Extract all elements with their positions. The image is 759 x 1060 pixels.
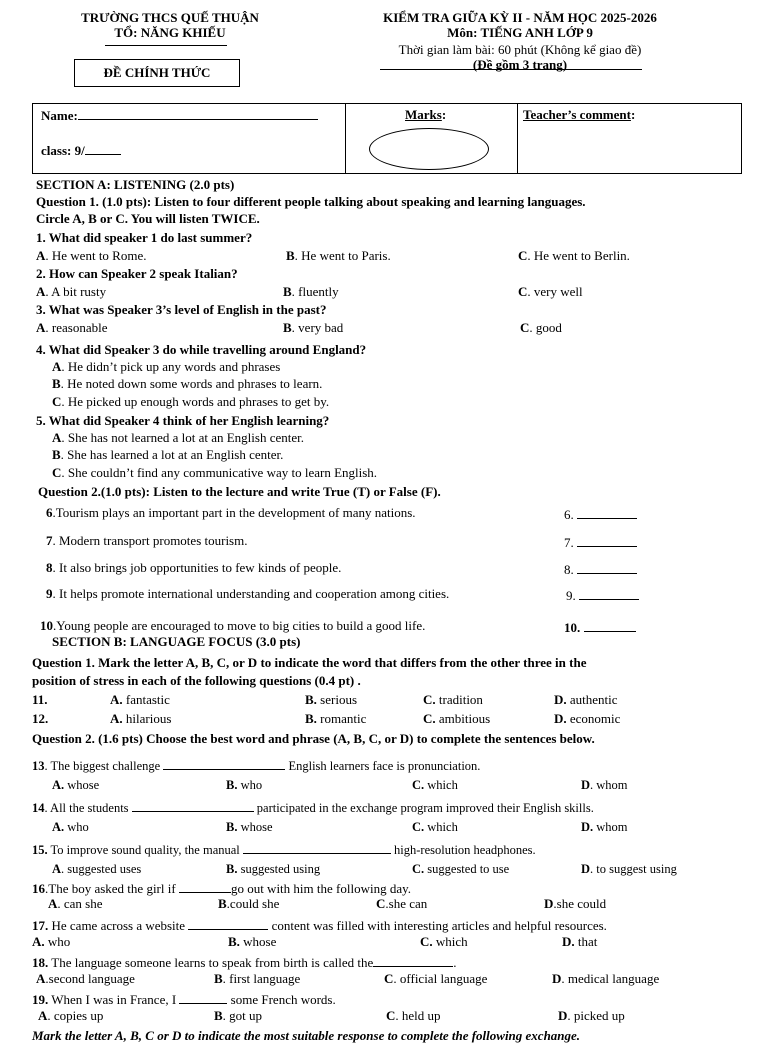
option-text: serious xyxy=(316,692,358,707)
question-12-number: 12. xyxy=(32,711,49,726)
section-a-q1-line2: Circle A, B or C. You will listen TWICE. xyxy=(36,211,260,226)
option-letter: B xyxy=(52,376,61,391)
question-number: 16 xyxy=(32,881,45,896)
tf-statement-7 xyxy=(46,533,247,549)
question-18 xyxy=(32,953,457,971)
q14-option-a[interactable] xyxy=(52,819,89,835)
section-b-q1-line1: Question 1. Mark the letter A, B, C, or D to indicate the word that differs from the other three in the xyxy=(32,655,587,670)
question-text-after: high-resolution headphones. xyxy=(390,843,536,857)
q14-option-d[interactable] xyxy=(581,819,628,835)
option-text: whose xyxy=(239,934,277,949)
exam-duration: Thời gian làm bài: 60 phút (Không kể giao đề) xyxy=(398,42,642,57)
answer-blank[interactable] xyxy=(579,586,639,600)
q18-option-b[interactable] xyxy=(214,971,300,987)
answer-blank[interactable] xyxy=(132,798,254,812)
answer-number: 8. xyxy=(564,562,574,577)
answer-blank[interactable] xyxy=(584,618,636,632)
option-text: whom xyxy=(593,820,628,834)
department-name: TỔ: NĂNG KHIẾU xyxy=(114,25,226,40)
q17-option-d[interactable] xyxy=(562,934,597,950)
marks-label: Marks xyxy=(405,107,442,122)
option-letter: B xyxy=(283,284,292,299)
option-text: fantastic xyxy=(122,692,170,707)
question-text-after: . xyxy=(453,955,457,970)
option-letter: A xyxy=(52,430,62,445)
q4-option-b[interactable] xyxy=(52,376,322,392)
q2-option-b[interactable] xyxy=(283,284,339,300)
option-letter: A xyxy=(36,284,46,299)
option-text: tradition xyxy=(435,692,483,707)
comment-colon: : xyxy=(630,107,636,122)
question-text-after: English learners face is pronunciation. xyxy=(285,759,481,773)
tf-statement-9 xyxy=(46,586,449,602)
answer-blank[interactable] xyxy=(577,560,637,574)
question-number: 17. xyxy=(32,918,49,933)
option-text: . He didn’t pick up any words and phrases xyxy=(61,359,281,374)
answer-number: 9. xyxy=(566,588,576,603)
option-letter: C xyxy=(376,896,386,911)
option-text: .could she xyxy=(226,896,280,911)
q4-option-a[interactable] xyxy=(52,359,280,375)
option-letter: D xyxy=(544,896,554,911)
page-count: (Đề gồm 3 trang) xyxy=(472,57,568,72)
question-5: 5. What did Speaker 4 think of her English learning? xyxy=(36,413,330,428)
school-name: TRƯỜNG THCS QUẾ THUẬN xyxy=(81,10,259,25)
option-text: . can she xyxy=(57,896,103,911)
option-letter: C xyxy=(52,465,62,480)
option-letter: D xyxy=(558,1008,568,1023)
exam-subject: Môn: TIẾNG ANH LỚP 9 xyxy=(447,25,593,40)
answer-blank[interactable] xyxy=(179,879,231,893)
question-13 xyxy=(32,756,480,774)
q11-option-c[interactable] xyxy=(423,692,483,708)
comment-label: Teacher’s comment xyxy=(523,107,631,122)
q19-option-b[interactable] xyxy=(214,1008,262,1024)
exchange-instruction: Mark the letter A, B, C or D to indicate the most suitable response to complete the following exchange. xyxy=(32,1028,581,1043)
q11-option-b[interactable] xyxy=(305,692,357,708)
section-a-q1-line1: Question 1. (1.0 pts): Listen to four different people talking about speaking and learning languages. xyxy=(36,194,586,209)
section-b-q2-title: Question 2. (1.6 pts) Choose the best word and phrase (A, B, C, or D) to complete the sentences below. xyxy=(32,731,595,746)
option-letter: C xyxy=(520,320,530,335)
option-text: . whom xyxy=(590,778,628,792)
option-letter: D. xyxy=(554,692,567,707)
question-1: 1. What did speaker 1 do last summer? xyxy=(36,230,253,245)
option-letter: C. xyxy=(412,778,425,792)
q18-option-a[interactable] xyxy=(36,971,135,987)
q16-option-d[interactable] xyxy=(544,896,606,912)
section-b-title: SECTION B: LANGUAGE FOCUS (3.0 pts) xyxy=(52,634,301,649)
q5-option-a[interactable] xyxy=(52,430,304,446)
question-4: 4. What did Speaker 3 do while travelling around England? xyxy=(36,342,367,357)
statement-text: .Young people are encouraged to move to big cities to build a good life. xyxy=(53,618,426,633)
q19-option-a[interactable] xyxy=(38,1008,103,1024)
option-text: . official language xyxy=(393,971,488,986)
question-number: 13 xyxy=(32,759,45,773)
option-text: whose xyxy=(237,820,273,834)
option-letter: A. xyxy=(110,692,123,707)
q13-option-a[interactable] xyxy=(52,777,99,793)
question-text-before: He came across a website xyxy=(48,918,189,933)
q19-option-d[interactable] xyxy=(558,1008,625,1024)
option-letter: C. xyxy=(423,692,436,707)
option-letter: A xyxy=(36,971,46,986)
class-blank[interactable] xyxy=(85,142,121,155)
answer-blank[interactable] xyxy=(188,916,268,930)
option-text: which xyxy=(432,934,468,949)
option-letter: A xyxy=(52,359,62,374)
option-text: .she could xyxy=(553,896,607,911)
question-19 xyxy=(32,990,336,1008)
option-text: . She couldn’t find any communicative way to learn English. xyxy=(61,465,378,480)
q16-option-b[interactable] xyxy=(218,896,279,912)
q1-option-b[interactable] xyxy=(286,248,391,264)
q13-option-b[interactable] xyxy=(226,777,262,793)
option-letter: A. xyxy=(32,934,45,949)
option-text: . medical language xyxy=(561,971,660,986)
answer-number: 6. xyxy=(564,507,574,522)
option-letter: A xyxy=(38,1008,48,1023)
q17-option-b[interactable] xyxy=(228,934,276,950)
q1-option-c[interactable] xyxy=(518,248,630,264)
option-letter: C xyxy=(384,971,394,986)
question-text-before: The language someone learns to speak from birth is called the xyxy=(48,955,374,970)
question-17 xyxy=(32,916,607,934)
statement-number: 7 xyxy=(46,533,53,548)
q3-option-a[interactable] xyxy=(36,320,107,336)
question-text-before: When I was in France, I xyxy=(48,992,180,1007)
q12-option-b[interactable] xyxy=(305,711,366,727)
option-text: . A bit rusty xyxy=(45,284,107,299)
question-16 xyxy=(32,879,411,897)
option-text: . He picked up enough words and phrases to get by. xyxy=(61,394,330,409)
question-3: 3. What was Speaker 3’s level of English in the past? xyxy=(36,302,327,317)
option-text: .she can xyxy=(385,896,428,911)
q15-option-c[interactable] xyxy=(412,861,509,877)
option-letter: D. xyxy=(581,820,594,834)
tf-statement-10 xyxy=(40,618,425,634)
option-text: . reasonable xyxy=(45,320,108,335)
option-letter: B xyxy=(218,896,227,911)
q19-option-c[interactable] xyxy=(386,1008,441,1024)
marks-colon: : xyxy=(441,107,447,122)
option-letter: C xyxy=(386,1008,396,1023)
option-letter: A. xyxy=(52,820,65,834)
q11-option-d[interactable] xyxy=(554,692,618,708)
header-divider xyxy=(105,45,227,46)
option-letter: C xyxy=(52,394,62,409)
section-b-q1-line2: position of stress in each of the following questions (0.4 pt) . xyxy=(32,673,361,688)
official-exam-label: ĐỀ CHÍNH THỨC xyxy=(74,59,240,87)
question-number: 14 xyxy=(32,801,45,815)
comment-cell[interactable] xyxy=(517,104,741,173)
tf-statement-6 xyxy=(46,505,416,521)
option-letter: A. xyxy=(52,778,65,792)
statement-number: 8 xyxy=(46,560,53,575)
answer-blank[interactable] xyxy=(243,840,391,854)
answer-blank[interactable] xyxy=(163,756,285,770)
option-letter: C. xyxy=(423,711,436,726)
question-number: 18. xyxy=(32,955,49,970)
class-label: class: 9/ xyxy=(41,143,85,158)
q12-option-d[interactable] xyxy=(554,711,620,727)
option-letter: C. xyxy=(412,862,425,876)
q14-option-b[interactable] xyxy=(226,819,273,835)
answer-blank[interactable] xyxy=(373,953,453,967)
tf-statement-8 xyxy=(46,560,341,576)
option-text: who xyxy=(237,778,263,792)
option-text: . good xyxy=(529,320,562,335)
option-letter: D xyxy=(581,862,591,876)
option-text: . He noted down some words and phrases to learn. xyxy=(60,376,323,391)
q15-option-a[interactable] xyxy=(52,861,141,877)
marks-cell xyxy=(345,104,518,173)
name-field[interactable] xyxy=(41,107,318,124)
option-text: economic xyxy=(566,711,621,726)
option-text: which xyxy=(424,778,458,792)
option-text: suggested using xyxy=(237,862,321,876)
option-text: ambitious xyxy=(435,711,491,726)
q3-option-c[interactable] xyxy=(520,320,562,336)
statement-text: . Modern transport promotes tourism. xyxy=(52,533,248,548)
option-text: who xyxy=(64,820,89,834)
tf-answer-8[interactable] xyxy=(564,560,637,578)
answer-number: 7. xyxy=(564,535,574,550)
option-text: that xyxy=(574,934,598,949)
option-text: who xyxy=(44,934,71,949)
statement-text: .Tourism plays an important part in the development of many nations. xyxy=(52,505,416,520)
comment-heading xyxy=(523,107,635,123)
tf-answer-6[interactable] xyxy=(564,505,637,523)
option-text: romantic xyxy=(316,711,367,726)
q12-option-c[interactable] xyxy=(423,711,490,727)
exam-title: KIỂM TRA GIỮA KỲ II - NĂM HỌC 2025-2026 xyxy=(383,10,657,25)
name-class-cell xyxy=(33,104,346,173)
q13-option-d[interactable] xyxy=(581,777,628,793)
option-text: . first language xyxy=(222,971,301,986)
option-text: . got up xyxy=(222,1008,263,1023)
q15-option-b[interactable] xyxy=(226,861,320,877)
option-text: . copies up xyxy=(47,1008,104,1023)
q14-option-c[interactable] xyxy=(412,819,458,835)
question-15 xyxy=(32,840,536,858)
option-letter: A xyxy=(36,320,46,335)
question-text-after: content was filled with interesting articles and helpful resources. xyxy=(268,918,607,933)
option-letter: B xyxy=(214,971,223,986)
question-text-after: some French words. xyxy=(227,992,336,1007)
student-info-table xyxy=(32,103,742,174)
option-letter: A. xyxy=(110,711,123,726)
question-text-after: go out with him the following day. xyxy=(230,881,411,896)
option-text: authentic xyxy=(566,692,618,707)
q4-option-c[interactable] xyxy=(52,394,329,410)
option-text: which xyxy=(424,820,458,834)
question-number: 15. xyxy=(32,843,48,857)
question-text-before: . All the students xyxy=(44,801,132,815)
name-blank[interactable] xyxy=(78,107,318,120)
q18-option-d[interactable] xyxy=(552,971,659,987)
q16-option-a[interactable] xyxy=(48,896,103,912)
option-text: suggested to use xyxy=(424,862,510,876)
q18-option-c[interactable] xyxy=(384,971,487,987)
option-text: . suggested uses xyxy=(61,862,142,876)
q17-option-a[interactable] xyxy=(32,934,70,950)
option-text: . picked up xyxy=(567,1008,625,1023)
option-letter: B xyxy=(286,248,295,263)
option-letter: D. xyxy=(562,934,575,949)
q3-option-b[interactable] xyxy=(283,320,343,336)
option-text: hilarious xyxy=(122,711,172,726)
statement-number: 9 xyxy=(46,586,53,601)
statement-text: . It helps promote international understanding and cooperation among cities. xyxy=(52,586,450,601)
option-letter: C xyxy=(518,248,528,263)
option-letter: A xyxy=(48,896,58,911)
q12-option-a[interactable] xyxy=(110,711,171,727)
question-number: 19. xyxy=(32,992,49,1007)
option-text: . held up xyxy=(395,1008,441,1023)
question-11-number: 11. xyxy=(32,692,48,707)
question-text-after: participated in the exchange program improved their English skills. xyxy=(253,801,594,815)
option-text: . He went to Rome. xyxy=(45,248,147,263)
question-text-before: .The boy asked the girl if xyxy=(45,881,179,896)
option-text: . very well xyxy=(527,284,583,299)
tf-answer-9[interactable] xyxy=(566,586,639,604)
marks-oval[interactable] xyxy=(369,128,489,170)
question-14 xyxy=(32,798,594,816)
q1-option-a[interactable] xyxy=(36,248,146,264)
q5-option-b[interactable] xyxy=(52,447,283,463)
question-text-before: To improve sound quality, the manual xyxy=(47,843,243,857)
option-text: . She has not learned a lot at an English center. xyxy=(61,430,304,445)
option-text: . very bad xyxy=(291,320,344,335)
q2-option-c[interactable] xyxy=(518,284,583,300)
q11-option-a[interactable] xyxy=(110,692,170,708)
option-letter: B. xyxy=(226,778,238,792)
question-2: 2. How can Speaker 2 speak Italian? xyxy=(36,266,238,281)
q15-option-d[interactable] xyxy=(581,861,677,877)
option-text: . fluently xyxy=(291,284,339,299)
option-letter: B. xyxy=(226,820,238,834)
answer-blank[interactable] xyxy=(577,533,637,547)
option-letter: B xyxy=(52,447,61,462)
option-letter: A xyxy=(36,248,46,263)
option-text: . He went to Berlin. xyxy=(527,248,630,263)
option-letter: D xyxy=(552,971,562,986)
answer-blank[interactable] xyxy=(577,505,637,519)
statement-text: . It also brings job opportunities to few kinds of people. xyxy=(52,560,342,575)
option-letter: B. xyxy=(228,934,240,949)
option-letter: B. xyxy=(305,692,317,707)
option-letter: D. xyxy=(554,711,567,726)
q2-option-a[interactable] xyxy=(36,284,106,300)
class-field[interactable] xyxy=(41,142,121,159)
option-letter: B xyxy=(214,1008,223,1023)
option-letter: C xyxy=(518,284,528,299)
option-text: . to suggest using xyxy=(590,862,677,876)
option-letter: B. xyxy=(305,711,317,726)
answer-blank[interactable] xyxy=(179,990,227,1004)
option-text: .second language xyxy=(45,971,135,986)
q17-option-c[interactable] xyxy=(420,934,468,950)
option-letter: A xyxy=(52,862,62,876)
tf-answer-10[interactable] xyxy=(564,618,636,636)
option-letter: B xyxy=(283,320,292,335)
tf-answer-7[interactable] xyxy=(564,533,637,551)
marks-heading xyxy=(405,107,446,123)
section-a-title: SECTION A: LISTENING (2.0 pts) xyxy=(36,177,235,192)
statement-number: 6 xyxy=(46,505,53,520)
question-text-before: . The biggest challenge xyxy=(44,759,164,773)
option-letter: B. xyxy=(226,862,238,876)
statement-number: 10 xyxy=(40,618,53,633)
option-text: . She has learned a lot at an English center. xyxy=(60,447,284,462)
q13-option-c[interactable] xyxy=(412,777,458,793)
name-label: Name: xyxy=(41,108,78,123)
q16-option-c[interactable] xyxy=(376,896,427,912)
option-letter: C. xyxy=(420,934,433,949)
option-letter: D xyxy=(581,778,591,792)
answer-number: 10. xyxy=(564,620,581,635)
option-text: whose xyxy=(64,778,100,792)
q5-option-c[interactable] xyxy=(52,465,377,481)
option-text: . He went to Paris. xyxy=(294,248,391,263)
section-a-q2-title: Question 2.(1.0 pts): Listen to the lecture and write True (T) or False (F). xyxy=(38,484,441,499)
option-letter: C. xyxy=(412,820,425,834)
